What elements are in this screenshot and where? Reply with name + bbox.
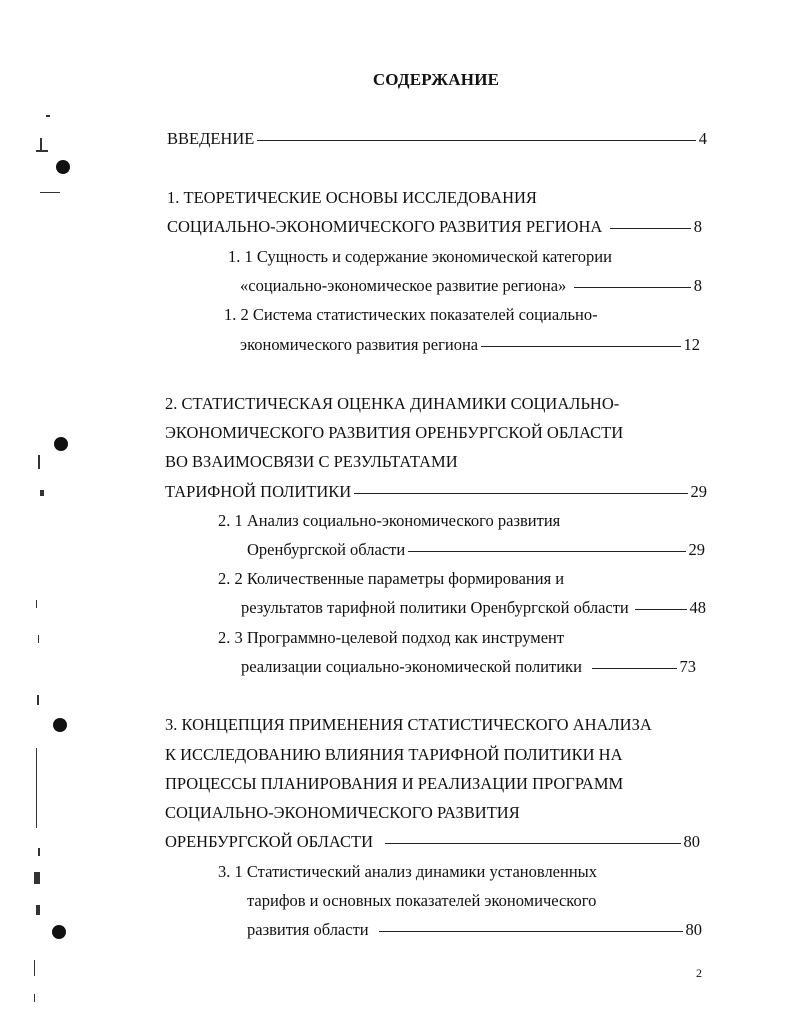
scan-mark [38, 455, 40, 469]
toc-page-number: 29 [688, 540, 705, 559]
dash-leader [408, 551, 685, 552]
toc-page-number: 12 [683, 335, 700, 354]
toc-entry-section-2-3-cont [241, 655, 696, 679]
toc-entry-chapter-1 [167, 186, 537, 210]
toc-page-number: 4 [698, 129, 707, 148]
toc-page-number: 48 [689, 598, 706, 617]
scan-mark [34, 994, 35, 1002]
scan-mark [40, 490, 44, 496]
toc-entry-text: 2. СТАТИСТИЧЕСКАЯ ОЦЕНКА ДИНАМИКИ СОЦИАЛЬНО- [165, 394, 620, 413]
toc-page-number: 80 [683, 832, 700, 851]
toc-entry-section-1-1-cont [240, 274, 702, 298]
toc-entry-intro [167, 127, 707, 151]
toc-entry-section-2-2 [218, 567, 564, 591]
toc-entry-section-2-1-cont [247, 538, 705, 562]
toc-entry-section-2-3 [218, 626, 564, 650]
toc-entry-section-1-2 [224, 303, 598, 327]
toc-entry-chapter-2-cont [165, 421, 623, 445]
toc-entry-text: развития области [247, 920, 369, 939]
toc-page-number: 8 [693, 217, 702, 236]
scan-mark [34, 872, 40, 884]
toc-entry-text: Оренбургской области [247, 540, 406, 559]
toc-entry-text: результатов тарифной политики Оренбургской области [241, 598, 629, 617]
page-number: 2 [696, 966, 702, 980]
toc-entry-chapter-2-cont [165, 450, 458, 474]
dash-leader [592, 668, 677, 669]
toc-entry-text: 1. ТЕОРЕТИЧЕСКИЕ ОСНОВЫ ИССЛЕДОВАНИЯ [167, 188, 537, 207]
toc-entry-section-3-1-cont [247, 918, 702, 942]
scan-mark [40, 192, 60, 193]
toc-entry-text: «социально-экономическое развитие региона» [240, 276, 567, 295]
toc-entry-chapter-3 [165, 713, 652, 737]
scan-mark [38, 848, 40, 856]
toc-page-number: 73 [679, 657, 696, 676]
dash-leader [574, 287, 690, 288]
toc-entry-section-1-1 [228, 245, 612, 269]
toc-entry-section-1-2-cont [240, 333, 700, 357]
toc-page-number: 80 [685, 920, 702, 939]
dash-leader [635, 609, 687, 610]
toc-entry-section-3-1 [218, 860, 597, 884]
toc-entry-chapter-3-cont [165, 772, 623, 796]
toc-entry-text: ВО ВЗАИМОСВЯЗИ С РЕЗУЛЬТАТАМИ [165, 452, 458, 471]
toc-entry-text: реализации социально-экономической политики [241, 657, 582, 676]
scan-mark [37, 695, 39, 705]
toc-entry-chapter-2 [165, 392, 619, 416]
scan-mark [34, 960, 35, 976]
toc-entry-chapter-3-cont [165, 830, 700, 854]
toc-entry-section-2-1 [218, 509, 560, 533]
scan-mark [36, 905, 40, 915]
scan-mark [38, 635, 39, 643]
toc-entry-text: 3. 1 Статистический анализ динамики установленных [218, 862, 598, 881]
toc-entry-text: 1. 2 Система статистических показателей социально- [224, 305, 598, 324]
toc-page-number: 29 [690, 482, 707, 501]
toc-entry-text: СОЦИАЛЬНО-ЭКОНОМИЧЕСКОГО РАЗВИТИЯ [165, 803, 520, 822]
toc-entry-text: СОЦИАЛЬНО-ЭКОНОМИЧЕСКОГО РАЗВИТИЯ РЕГИОНА [167, 217, 603, 236]
toc-page-number: 8 [693, 276, 702, 295]
binder-hole [54, 437, 68, 451]
dash-leader [354, 493, 687, 494]
toc-entry-text: 3. КОНЦЕПЦИЯ ПРИМЕНЕНИЯ СТАТИСТИЧЕСКОГО АНАЛИЗА [165, 715, 652, 734]
toc-entry-chapter-2-cont [165, 480, 707, 504]
toc-entry-chapter-3-cont [165, 743, 623, 767]
dash-leader [610, 228, 690, 229]
scan-mark [36, 600, 37, 608]
toc-entry-text: тарифов и основных показателей экономического [247, 891, 597, 910]
page-title: СОДЕРЖАНИЕ [372, 70, 500, 89]
toc-entry-text: 2. 2 Количественные параметры формирования и [218, 569, 565, 588]
toc-entry-text: ТАРИФНОЙ ПОЛИТИКИ [165, 482, 352, 501]
toc-entry-text: 2. 3 Программно-целевой подход как инструмент [218, 628, 565, 647]
toc-entry-text: ОРЕНБУРГСКОЙ ОБЛАСТИ [165, 832, 373, 851]
toc-entry-section-2-2-cont [241, 596, 706, 620]
scan-mark [46, 115, 50, 117]
toc-entry-text: ЭКОНОМИЧЕСКОГО РАЗВИТИЯ ОРЕНБУРГСКОЙ ОБЛАСТИ [165, 423, 624, 442]
toc-entry-chapter-3-cont [165, 801, 520, 825]
dash-leader [257, 140, 695, 141]
dash-leader [481, 346, 680, 347]
toc-entry-text: К ИССЛЕДОВАНИЮ ВЛИЯНИЯ ТАРИФНОЙ ПОЛИТИКИ НА [165, 745, 623, 764]
binder-hole [56, 160, 70, 174]
scan-mark [36, 150, 48, 152]
toc-entry-text: ПРОЦЕССЫ ПЛАНИРОВАНИЯ И РЕАЛИЗАЦИИ ПРОГРАММ [165, 774, 624, 793]
dash-leader [385, 843, 681, 844]
toc-entry-text: ВВЕДЕНИЕ [167, 129, 255, 148]
scan-mark [36, 748, 37, 828]
binder-hole [53, 718, 67, 732]
toc-entry-text: 1. 1 Сущность и содержание экономической категории [228, 247, 612, 266]
toc-entry-text: экономического развития региона [240, 335, 479, 354]
toc-entry-chapter-1-cont [167, 215, 702, 239]
toc-entry-section-3-1-cont [247, 889, 596, 913]
binder-hole [52, 925, 66, 939]
dash-leader [379, 931, 683, 932]
toc-entry-text: 2. 1 Анализ социально-экономического развития [218, 511, 561, 530]
